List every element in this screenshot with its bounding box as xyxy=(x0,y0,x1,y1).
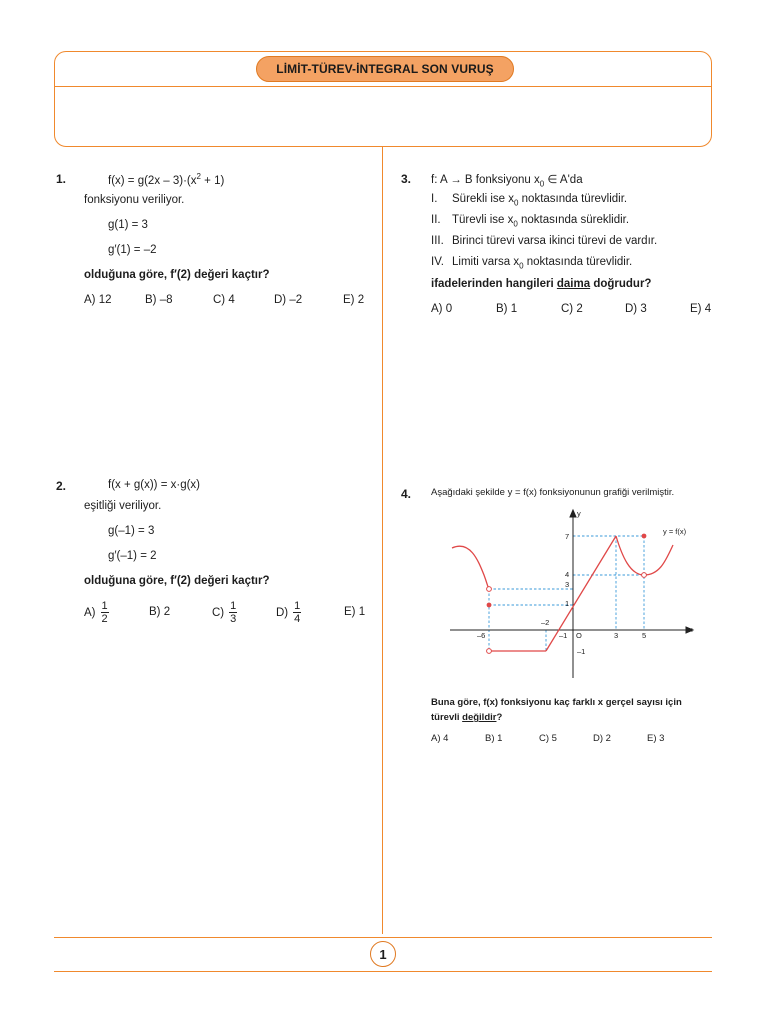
question-3-option-d[interactable]: D) 3 xyxy=(625,303,647,315)
footer-bottom-line xyxy=(54,971,712,972)
question-4-option-d[interactable]: D) 2 xyxy=(593,733,611,744)
question-1-option-b[interactable]: B) –8 xyxy=(145,294,173,306)
svg-text:x: x xyxy=(689,625,693,634)
svg-text:y: y xyxy=(577,509,581,518)
function-graph xyxy=(445,503,705,683)
question-1-condition-2: g′(1) = –2 xyxy=(108,244,157,256)
question-3-prompt: ifadelerinden hangileri daima doğrudur? xyxy=(431,278,652,290)
question-3-number: 3. xyxy=(401,172,412,186)
question-1-option-d[interactable]: D) –2 xyxy=(274,294,303,306)
question-3-item-1: I. Sürekli ise $x_0$ noktasında türevlidir. xyxy=(431,193,628,208)
svg-text:–6: –6 xyxy=(477,631,486,640)
question-2-given: eşitliği veriliyor. xyxy=(84,500,162,512)
question-4-option-a[interactable]: A) 4 xyxy=(431,733,449,744)
svg-text:–1: –1 xyxy=(559,631,568,640)
right-arrow-icon: → xyxy=(450,174,462,186)
page-title: LİMİT-TÜREV-İNTEGRAL SON VURUŞ xyxy=(256,56,514,82)
question-1-equation: $f(x) = g(2x - 3)\cdot(x^2 + 1)$ xyxy=(108,172,225,187)
question-3-option-a[interactable]: A) 0 xyxy=(431,303,453,315)
header-divider xyxy=(55,86,712,87)
question-4-prompt-line-2: türevli değildir? xyxy=(431,712,503,723)
question-3-intro: f: A → B fonksiyonu $x_0$ ∈ A'da xyxy=(431,174,583,189)
svg-text:3: 3 xyxy=(614,631,619,640)
question-1-prompt: olduğuna göre, f′(2) değeri kaçtır? xyxy=(84,269,270,281)
question-4-option-c[interactable]: C) 5 xyxy=(539,733,557,744)
question-1-given: fonksiyonu veriliyor. xyxy=(84,194,185,206)
question-2-condition-1: g(–1) = 3 xyxy=(108,525,155,537)
svg-text:5: 5 xyxy=(642,631,647,640)
svg-text:3: 3 xyxy=(565,580,570,589)
question-3-option-e[interactable]: E) 4 xyxy=(690,303,712,315)
question-4-option-b[interactable]: B) 1 xyxy=(485,733,503,744)
graph-labels xyxy=(477,509,693,656)
question-3-option-c[interactable]: C) 2 xyxy=(561,303,583,315)
svg-text:–2: –2 xyxy=(541,618,550,627)
question-4-intro: Aşağıdaki şekilde y = f(x) fonksiyonunun grafiği verilmiştir. xyxy=(431,487,675,498)
question-3-item-2: II. Türevli ise $x_0$ noktasında süreklidir. xyxy=(431,214,630,229)
question-3-item-3: III. Birinci türevi varsa ikinci türevi de vardır. xyxy=(431,235,658,247)
question-4-prompt-line-1: Buna göre, f(x) fonksiyonu kaç farklı x gerçel sayısı için xyxy=(431,697,682,708)
question-2-option-a[interactable]: A) $\frac{1}{2}$ xyxy=(84,600,108,625)
question-3-item-4: IV. Limiti varsa $x_0$ noktasında türevlidir. xyxy=(431,256,633,271)
question-2-option-c[interactable]: C) $\frac{1}{3}$ xyxy=(212,600,237,625)
question-1-option-a[interactable]: A) 12 xyxy=(84,294,112,306)
question-2-option-d[interactable]: D) $\frac{1}{4}$ xyxy=(276,600,301,625)
question-4-option-e[interactable]: E) 3 xyxy=(647,733,665,744)
question-1-number: 1. xyxy=(56,172,67,186)
svg-text:4: 4 xyxy=(565,570,570,579)
column-divider xyxy=(382,147,383,934)
question-1-option-c[interactable]: C) 4 xyxy=(213,294,235,306)
question-2-option-b[interactable]: B) 2 xyxy=(149,606,171,618)
svg-text:7: 7 xyxy=(565,532,570,541)
page-number: 1 xyxy=(370,941,396,967)
svg-text:O: O xyxy=(576,631,582,640)
question-2-prompt: olduğuna göre, f′(2) değeri kaçtır? xyxy=(84,575,270,587)
question-1-option-e[interactable]: E) 2 xyxy=(343,294,365,306)
question-2-condition-2: g′(–1) = 2 xyxy=(108,550,157,562)
question-2-number: 2. xyxy=(56,479,67,493)
question-2-equation: f(x + g(x)) = x·g(x) xyxy=(108,479,201,491)
question-3-option-b[interactable]: B) 1 xyxy=(496,303,518,315)
footer-top-line xyxy=(54,937,712,938)
question-2-option-e[interactable]: E) 1 xyxy=(344,606,366,618)
svg-text:–1: –1 xyxy=(577,647,586,656)
svg-text:1: 1 xyxy=(565,599,570,608)
question-1-condition-1: g(1) = 3 xyxy=(108,219,148,231)
graph-axes xyxy=(450,510,693,678)
question-4-number: 4. xyxy=(401,487,412,501)
svg-text:y = f(x): y = f(x) xyxy=(663,527,687,536)
